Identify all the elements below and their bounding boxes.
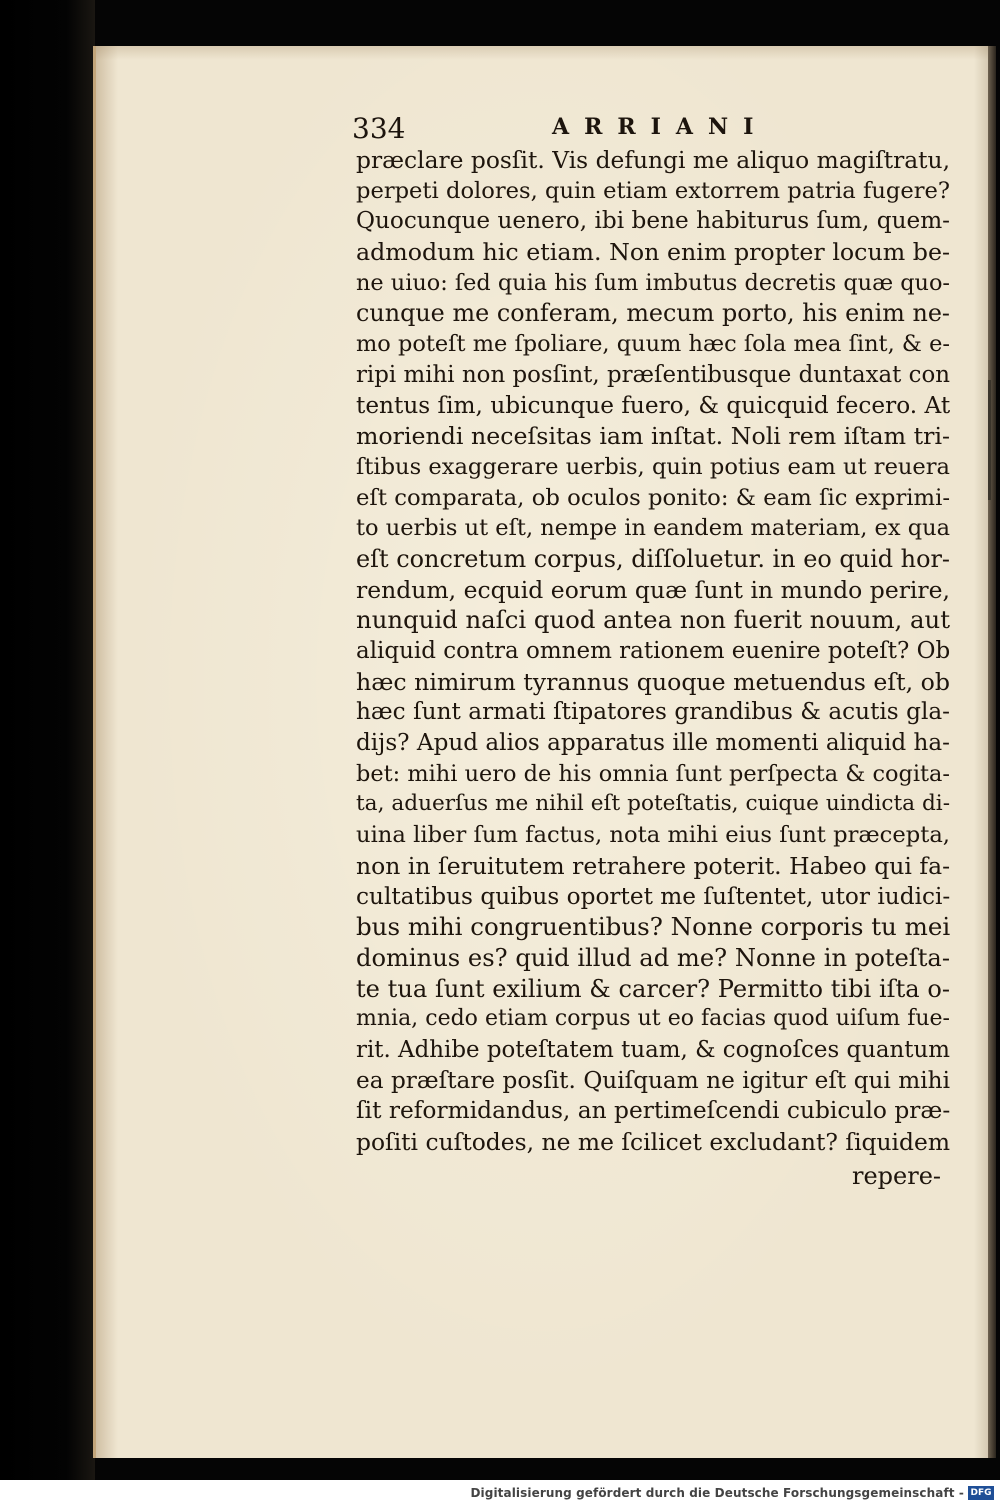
catchword: repere- — [852, 1162, 942, 1190]
funding-credit: Digitalisierung gefördert durch die Deutsche Forschungsgemeinschaft - — [470, 1486, 964, 1500]
text-line: bet: mihi uero de his omnia ſunt perſpecta & cogita- — [356, 760, 950, 787]
text-line: poſiti cuſtodes, ne me ſcilicet excludant? ſiquidem — [356, 1128, 950, 1156]
text-line: rit. Adhibe poteſtatem tuam, & cognoſces quantum — [356, 1036, 950, 1063]
text-line: cunque me conferam, mecum porto, his enim ne- — [356, 299, 950, 328]
text-line: bus mihi congruentibus? Nonne corporis tu mei — [356, 912, 951, 942]
text-line: non in ſeruitutem retrahere poterit. Habeo qui fa- — [356, 851, 950, 880]
binding-shadow — [0, 0, 95, 1480]
text-line: tentus ſim, ubicunque fuero, & quicquid fecero. At — [356, 391, 951, 419]
text-line: ſtibus exaggerare uerbis, quin potius eam ut reuera — [356, 453, 950, 480]
text-line: ripi mihi non posſint, præſentibusque duntaxat con — [356, 361, 950, 388]
text-line: uina liber ſum factus, nota mihi eius ſunt præcepta, — [356, 822, 950, 849]
text-line: rendum, ecquid eorum quæ ſunt in mundo perire, — [356, 575, 950, 604]
body-text — [356, 145, 956, 1158]
text-line: hæc ſunt armati ſtipatores grandibus & acutis gla- — [356, 698, 950, 726]
text-line: admodum hic etiam. Non enim propter locum be- — [356, 238, 950, 267]
text-line: ta, aduerſus me nihil eſt poteſtatis, cuique uindicta di- — [356, 791, 950, 817]
text-line: præclare posſit. Vis defungi me aliquo magiſtratu, — [356, 146, 950, 174]
text-line: te tua ſunt exilium & carcer? Permitto tibi iſta o- — [356, 974, 950, 1003]
text-line: eſt comparata, ob oculos ponito: & eam ſic exprimi- — [356, 484, 950, 511]
text-line: cultatibus quibus oportet me ſuſtentet, utor iudici- — [356, 882, 951, 910]
text-line: dijs? Apud alios apparatus ille momenti aliquid ha- — [356, 730, 950, 757]
text-line: perpeti dolores, quin etiam extorrem patria fugere? — [356, 177, 950, 204]
text-line: Quocunque uenero, ibi bene habiturus ſum, quem- — [356, 207, 950, 235]
page-edge — [988, 46, 996, 1458]
running-head: ARRIANI — [552, 114, 769, 140]
text-line: nunquid naſci quod antea non fuerit nouum, aut — [356, 605, 951, 635]
dfg-logo-icon: DFG — [968, 1486, 994, 1500]
text-line: ſit reformidandus, an pertimeſcendi cubiculo præ- — [356, 1097, 951, 1125]
text-line: eſt concretum corpus, diſſoluetur. in eo quid hor- — [356, 544, 950, 573]
scan-edge-mark — [988, 380, 991, 500]
text-line: mo poteſt me ſpoliare, quum hæc ſola mea ſint, & e- — [356, 331, 950, 358]
page-number: 334 — [352, 112, 406, 145]
text-line: aliquid contra omnem rationem euenire poteſt? Ob — [356, 638, 951, 664]
text-line: mnia, cedo etiam corpus ut eo facias quod uiſum fue- — [356, 1006, 950, 1032]
text-line: to uerbis ut eſt, nempe in eandem materiam, ex qua — [356, 515, 950, 542]
text-line: moriendi neceſsitas iam inſtat. Noli rem iſtam tri- — [356, 422, 950, 451]
text-line: ea præſtare posſit. Quiſquam ne igitur eſt qui mihi — [356, 1066, 950, 1094]
text-line: ne uiuo: ſed quia his ſum imbutus decretis quæ quo- — [356, 269, 950, 296]
text-line: hæc nimirum tyrannus quoque metuendus eſt, ob — [356, 667, 950, 696]
text-line: dominus es? quid illud ad me? Nonne in poteſta- — [356, 943, 950, 972]
